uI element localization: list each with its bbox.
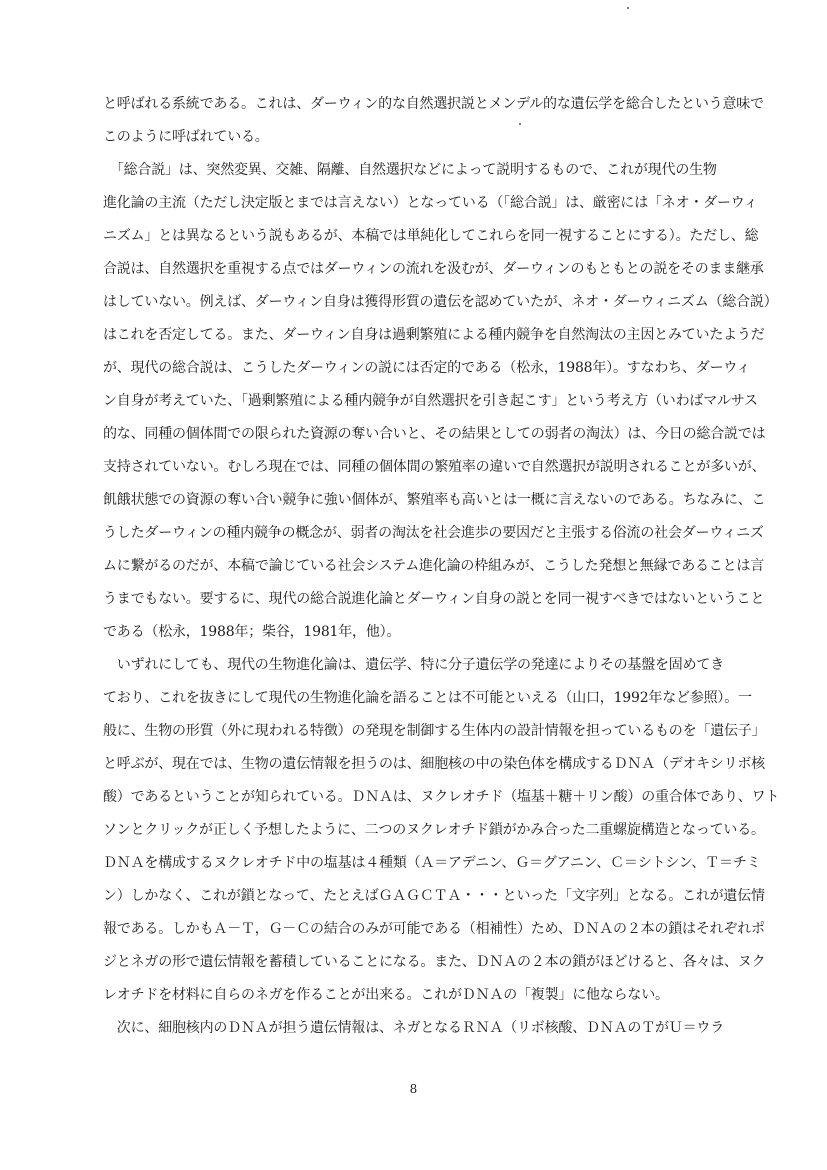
text-line: と呼ぶが、現在では、生物の遺伝情報を担うのは、細胞核の中の染色体を構成するＤＮＡ（デオキシリボ核 xyxy=(103,756,765,772)
text-line: はこれを否定してる。また、ダーウィン自身は過剰繁殖による種内競争を自然淘汰の主因とみていたようだ xyxy=(103,327,765,343)
text-line: である（松永，1988年；柴谷，1981年，他）。 xyxy=(103,624,401,640)
text-line: ン）しかなく、これが鎖となって、たとえばＧＡＧＣＴＡ・・・といった「文字列」となる。これが遺伝情 xyxy=(103,888,765,904)
text-line: レオチドを材料に自らのネガを作ることが出来る。これがＤＮＡの「複製」に他ならない。 xyxy=(103,987,669,1003)
text-line: 報である。しかもＡ－Ｔ，Ｇ－Ｃの結合のみが可能である（相補性）ため、ＤＮＡの２本の鎖はそれぞれポ xyxy=(103,921,765,937)
text-line: 次に、細胞核内のＤＮＡが担う遺伝情報は、ネガとなるＲＮＡ（リボ核酸、ＤＮＡのＴがＵ＝ウラ xyxy=(103,1020,724,1036)
text-line: はしていない。例えば、ダーウィン自身は獲得形質の遺伝を認めていたが、ネオ・ダーウィニズム（総合説） xyxy=(103,294,778,310)
text-line: ムに繋がるのだが、本稿で論じている社会システム進化論の枠組みが、こうした発想と無縁であることは言 xyxy=(103,558,764,574)
text-line: うしたダーウィンの種内競争の概念が、弱者の淘汰を社会進歩の要因だと主張する俗流の社会ダーウィニズ xyxy=(103,525,764,541)
text-line: 酸）であるということが知られている。ＤＮＡは、ヌクレオチド（塩基＋糖＋リン酸）の重合体であり、ワト xyxy=(103,789,780,805)
text-line: 的な、同種の個体間での限られた資源の奪い合いと、その結果としての弱者の淘汰）は、今日の総合説では xyxy=(103,426,766,442)
text-line: いずれにしても、現代の生物進化論は、遺伝学、特に分子遺伝学の発達によりその基盤を固めてき xyxy=(103,657,724,673)
scan-speck xyxy=(627,7,629,9)
text-line: 飢餓状態での資源の奪い合い競争に強い個体が、繁殖率も高いとは一概に言えないのである。ちなみに、こ xyxy=(103,492,766,508)
page-number: 8 xyxy=(409,1082,418,1096)
text-line: ソンとクリックが正しく予想したように、二つのヌクレオチド鎖がかみ合った二重螺旋構造となっている。 xyxy=(103,822,765,838)
text-line: このように呼ばれている。 xyxy=(103,129,269,145)
text-line: うまでもない。要するに、現代の総合説進化論とダーウィン自身の説とを同一視すべきではないということ xyxy=(103,591,765,607)
text-line: ており、これを抜きにして現代の生物進化論を語ることは不可能といえる（山口，1992年など参照）。一 xyxy=(103,690,752,706)
text-line: ＤＮＡを構成するヌクレオチド中の塩基は４種類（Ａ＝アデニン、Ｇ＝グアニン、Ｃ＝シトシン、Ｔ＝チミ xyxy=(103,855,761,871)
text-line: 合説は、自然選択を重視する点ではダーウィンの流れを汲むが、ダーウィンのもともとの説をそのまま継承 xyxy=(103,261,764,277)
text-line: 進化論の主流（ただし決定版とまでは言えない）となっている（「総合説」は、厳密には「ネオ・ダーウィ xyxy=(103,195,758,211)
text-line: 「総合説」は、突然変異、交雑、隔離、自然選択などによって説明するもので、これが現代の生物 xyxy=(103,162,717,178)
text-line: と呼ばれる系統である。これは、ダーウィン的な自然選択説とメンデル的な遺伝学を総合したという意味で xyxy=(103,96,764,112)
body-text xyxy=(103,88,783,1045)
text-line: 般に、生物の形質（外に現われる特徴）の発現を制御する生体内の設計情報を担っているものを「遺伝子」 xyxy=(103,723,766,739)
text-line: が、現代の総合説は、こうしたダーウィンの説には否定的である（松永，1988年）。すなわち、ダーウィ xyxy=(103,360,751,376)
text-line: 支持されていない。むしろ現在では、同種の個体間の繁殖率の違いで自然選択が説明されることが多いが、 xyxy=(103,459,766,475)
text-line: ン自身が考えていた、「過剰繁殖による種内競争が自然選択を引き起こす」という考え方（いわばマルサス xyxy=(103,393,758,409)
text-line: ジとネガの形で遺伝情報を蓄積していることになる。また、ＤＮＡの２本の鎖がほどけると、各々は、ヌク xyxy=(103,954,766,970)
text-line: ニズム」とは異なるという説もあるが、本稿では単純化してこれらを同一視することにする）。ただし、総 xyxy=(103,228,759,244)
